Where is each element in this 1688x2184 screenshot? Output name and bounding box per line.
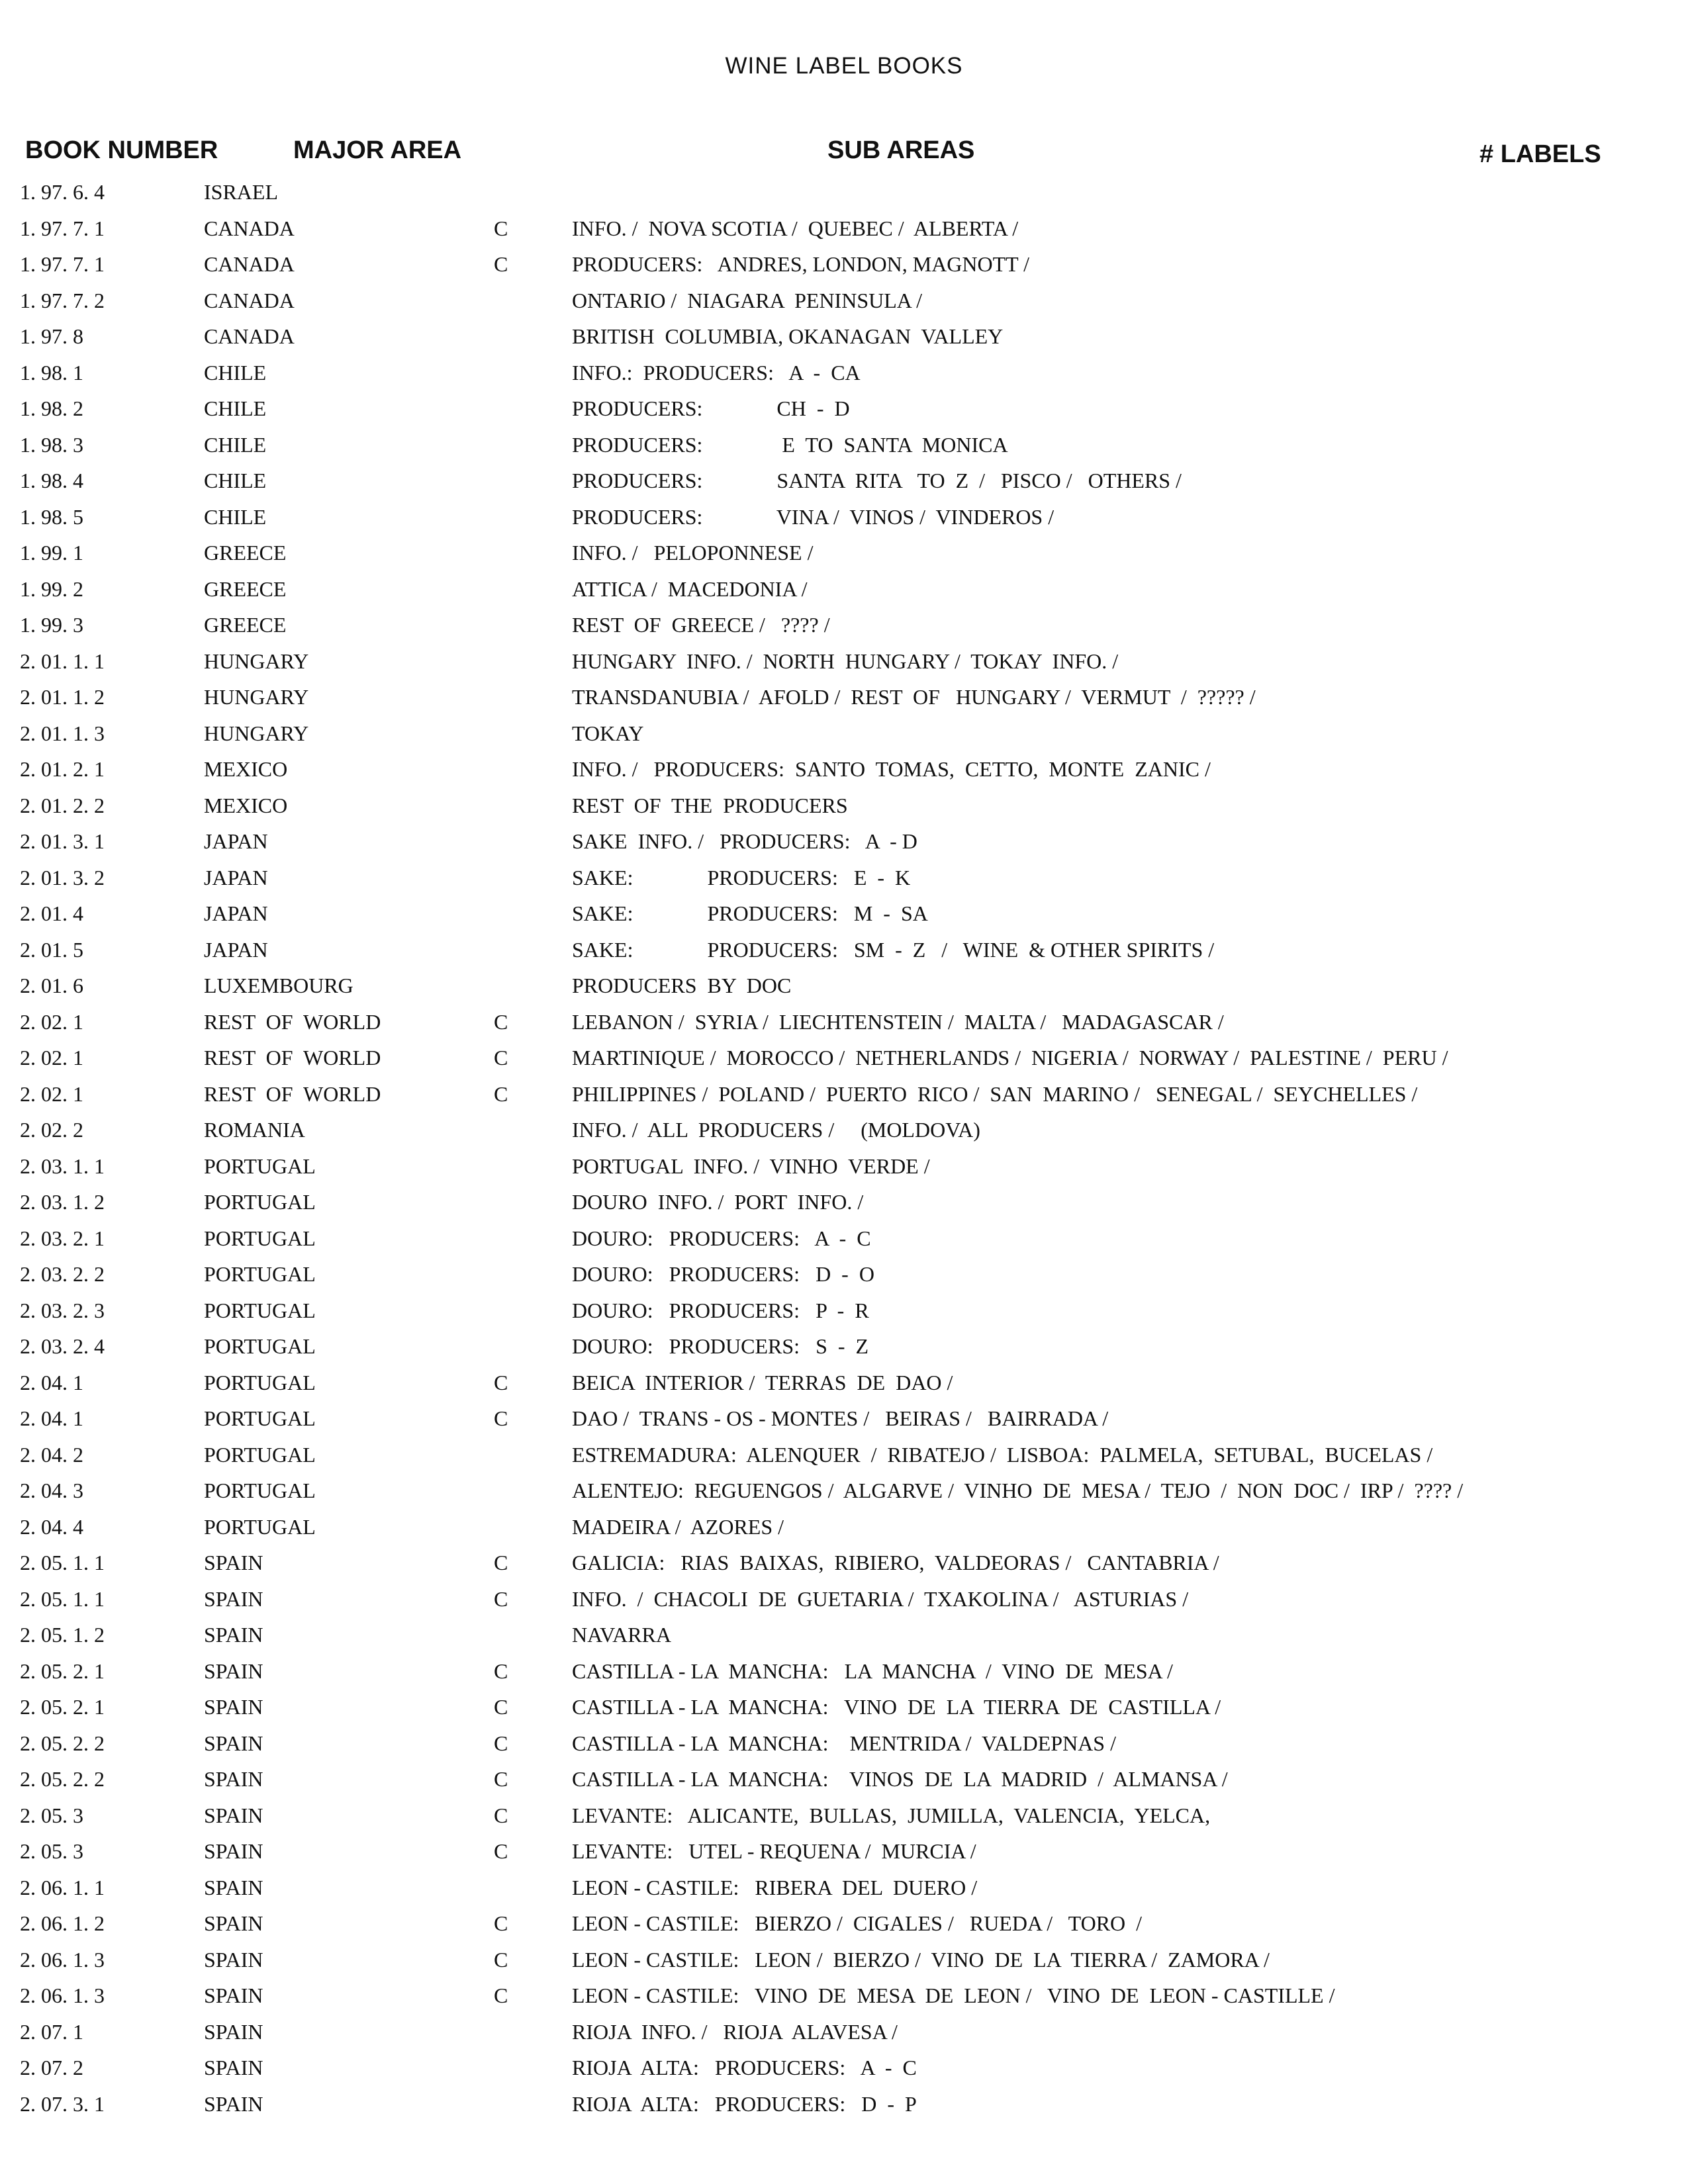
book-number-cell: 2. 02. 1	[20, 1082, 83, 1106]
table-row	[0, 756, 1622, 782]
major-area-cell: SPAIN	[204, 1876, 263, 1899]
c-flag-cell: C	[494, 1406, 508, 1430]
sub-areas-cell: DAO / TRANS - OS - MONTES / BEIRAS / BAIRRADA /	[572, 1406, 1109, 1430]
book-number-cell: 1. 98. 3	[20, 433, 83, 457]
table-row	[0, 2054, 1622, 2081]
major-area-cell: REST OF WORLD	[204, 1082, 381, 1106]
sub-areas-cell: PRODUCERS: SANTA RITA TO Z / PISCO / OTHERS /	[572, 469, 1182, 492]
major-area-cell: JAPAN	[204, 866, 268, 889]
book-number-cell: 2. 05. 2. 2	[20, 1767, 105, 1791]
sub-areas-cell: SAKE: PRODUCERS: M - SA	[572, 901, 928, 925]
c-flag-cell: C	[494, 1046, 508, 1069]
book-number-cell: 2. 03. 2. 4	[20, 1334, 105, 1358]
book-number-cell: 2. 01. 1. 2	[20, 685, 105, 709]
table-row	[0, 1838, 1622, 1864]
major-area-cell: SPAIN	[204, 1659, 263, 1683]
sub-areas-cell: RIOJA ALTA: PRODUCERS: A - C	[572, 2056, 917, 2079]
sub-areas-cell: LEVANTE: UTEL - REQUENA / MURCIA /	[572, 1839, 976, 1863]
table-row	[0, 720, 1622, 747]
major-area-cell: SPAIN	[204, 2056, 263, 2079]
book-number-cell: 2. 06. 1. 3	[20, 1948, 105, 1972]
book-number-cell: 2. 04. 3	[20, 1479, 83, 1502]
major-area-cell: HUNGARY	[204, 721, 309, 745]
book-number-cell: 2. 04. 1	[20, 1406, 83, 1430]
table-row	[0, 287, 1622, 314]
book-number-cell: 2. 01. 2. 2	[20, 794, 105, 817]
table-row	[0, 1586, 1622, 1612]
sub-areas-cell: ALENTEJO: REGUENGOS / ALGARVE / VINHO DE MESA / TEJO / NON DOC / IRP / ???? /	[572, 1479, 1464, 1502]
sub-areas-cell: PHILIPPINES / POLAND / PUERTO RICO / SAN MARINO / SENEGAL / SEYCHELLES /	[572, 1082, 1418, 1106]
sub-areas-cell: INFO.: PRODUCERS: A - CA	[572, 361, 861, 385]
c-flag-cell: C	[494, 1371, 508, 1394]
c-flag-cell: C	[494, 1010, 508, 1034]
sub-areas-cell: SAKE INFO. / PRODUCERS: A - D	[572, 829, 917, 853]
table-row	[0, 936, 1622, 963]
major-area-cell: SPAIN	[204, 1983, 263, 2007]
table-row	[0, 1044, 1622, 1071]
book-number-cell: 1. 98. 4	[20, 469, 83, 492]
sub-areas-cell: TOKAY	[572, 721, 644, 745]
sub-areas-cell: CASTILLA - LA MANCHA: LA MANCHA / VINO DE MESA /	[572, 1659, 1173, 1683]
major-area-cell: SPAIN	[204, 1587, 263, 1611]
major-area-cell: SPAIN	[204, 2092, 263, 2116]
sub-areas-cell: LEON - CASTILE: VINO DE MESA DE LEON / VINO DE LEON - CASTILLE /	[572, 1983, 1335, 2007]
sub-areas-cell: GALICIA: RIAS BAIXAS, RIBIERO, VALDEORAS / CANTABRIA /	[572, 1551, 1219, 1574]
table-row	[0, 864, 1622, 891]
table-row	[0, 1802, 1622, 1829]
major-area-cell: PORTUGAL	[204, 1262, 316, 1286]
table-row	[0, 1405, 1622, 1432]
sub-areas-cell: INFO. / PELOPONNESE /	[572, 541, 814, 565]
book-number-cell: 2. 03. 1. 1	[20, 1154, 105, 1178]
sub-areas-cell: DOURO INFO. / PORT INFO. /	[572, 1190, 864, 1214]
book-number-cell: 2. 01. 4	[20, 901, 83, 925]
major-area-cell: MEXICO	[204, 757, 288, 781]
major-area-cell: SPAIN	[204, 1948, 263, 1972]
c-flag-cell: C	[494, 216, 508, 240]
table-row	[0, 1910, 1622, 1936]
table-row	[0, 1153, 1622, 1179]
sub-areas-cell: LEON - CASTILE: LEON / BIERZO / VINO DE LA TIERRA / ZAMORA /	[572, 1948, 1270, 1972]
table-row	[0, 792, 1622, 819]
sub-areas-cell: CASTILLA - LA MANCHA: VINO DE LA TIERRA DE CASTILLA /	[572, 1695, 1221, 1719]
table-row	[0, 972, 1622, 999]
book-number-cell: 2. 01. 1. 1	[20, 649, 105, 673]
book-number-cell: 1. 98. 1	[20, 361, 83, 385]
major-area-cell: CHILE	[204, 396, 267, 420]
column-header-book-number: BOOK NUMBER	[25, 136, 218, 164]
major-area-cell: ROMANIA	[204, 1118, 305, 1142]
c-flag-cell: C	[494, 1695, 508, 1719]
major-area-cell: CHILE	[204, 361, 267, 385]
major-area-cell: SPAIN	[204, 1623, 263, 1647]
sub-areas-cell: TRANSDANUBIA / AFOLD / REST OF HUNGARY / VERMUT / ????? /	[572, 685, 1256, 709]
table-row	[0, 1621, 1622, 1648]
book-number-cell: 1. 97. 7. 1	[20, 216, 105, 240]
table-row	[0, 612, 1622, 638]
major-area-cell: HUNGARY	[204, 685, 309, 709]
column-header-sub-areas: SUB AREAS	[827, 136, 975, 164]
major-area-cell: SPAIN	[204, 1839, 263, 1863]
major-area-cell: CHILE	[204, 433, 267, 457]
major-area-cell: SPAIN	[204, 1551, 263, 1574]
table-row	[0, 1549, 1622, 1576]
sub-areas-cell: PORTUGAL INFO. / VINHO VERDE /	[572, 1154, 930, 1178]
sub-areas-cell: PRODUCERS: VINA / VINOS / VINDEROS /	[572, 505, 1055, 529]
major-area-cell: PORTUGAL	[204, 1334, 316, 1358]
table-row	[0, 900, 1622, 927]
c-flag-cell: C	[494, 252, 508, 276]
table-row	[0, 1441, 1622, 1468]
book-number-cell: 2. 03. 2. 2	[20, 1262, 105, 1286]
book-number-cell: 1. 99. 1	[20, 541, 83, 565]
major-area-cell: PORTUGAL	[204, 1190, 316, 1214]
major-area-cell: GREECE	[204, 541, 287, 565]
table-row	[0, 395, 1622, 422]
major-area-cell: MEXICO	[204, 794, 288, 817]
column-header-labels: # LABELS	[1479, 140, 1601, 168]
major-area-cell: PORTUGAL	[204, 1154, 316, 1178]
table-row	[0, 576, 1622, 602]
major-area-cell: SPAIN	[204, 1803, 263, 1827]
book-number-cell: 2. 01. 5	[20, 938, 83, 962]
major-area-cell: GREECE	[204, 577, 287, 601]
major-area-cell: SPAIN	[204, 1731, 263, 1755]
table-row	[0, 1946, 1622, 1973]
major-area-cell: PORTUGAL	[204, 1371, 316, 1394]
major-area-cell: SPAIN	[204, 1767, 263, 1791]
book-number-cell: 2. 03. 2. 1	[20, 1226, 105, 1250]
sub-areas-cell: NAVARRA	[572, 1623, 671, 1647]
sub-areas-cell: SAKE: PRODUCERS: E - K	[572, 866, 911, 889]
table-row	[0, 1730, 1622, 1756]
sub-areas-cell: MADEIRA / AZORES /	[572, 1515, 784, 1539]
table-row	[0, 251, 1622, 277]
book-number-cell: 1. 98. 5	[20, 505, 83, 529]
table-row	[0, 1081, 1622, 1107]
table-row	[0, 1333, 1622, 1359]
book-number-cell: 2. 03. 2. 3	[20, 1298, 105, 1322]
table-row	[0, 1874, 1622, 1901]
book-number-cell: 2. 02. 1	[20, 1046, 83, 1069]
sub-areas-cell: SAKE: PRODUCERS: SM - Z / WINE & OTHER SPIRITS /	[572, 938, 1215, 962]
table-row	[0, 1225, 1622, 1251]
table-row	[0, 1766, 1622, 1792]
sub-areas-cell: ONTARIO / NIAGARA PENINSULA /	[572, 289, 922, 312]
sub-areas-cell: HUNGARY INFO. / NORTH HUNGARY / TOKAY INFO. /	[572, 649, 1119, 673]
major-area-cell: CHILE	[204, 505, 267, 529]
sub-areas-cell: CASTILLA - LA MANCHA: MENTRIDA / VALDEPNAS /	[572, 1731, 1116, 1755]
major-area-cell: PORTUGAL	[204, 1443, 316, 1467]
book-number-cell: 1. 97. 7. 2	[20, 289, 105, 312]
c-flag-cell: C	[494, 1587, 508, 1611]
book-number-cell: 2. 03. 1. 2	[20, 1190, 105, 1214]
sub-areas-cell: PRODUCERS BY DOC	[572, 974, 792, 997]
table-row	[0, 828, 1622, 854]
sub-areas-cell: RIOJA INFO. / RIOJA ALAVESA /	[572, 2020, 898, 2044]
table-row	[0, 684, 1622, 710]
major-area-cell: SPAIN	[204, 2020, 263, 2044]
table-row	[0, 1658, 1622, 1684]
sub-areas-cell: ESTREMADURA: ALENQUER / RIBATEJO / LISBOA: PALMELA, SETUBAL, BUCELAS /	[572, 1443, 1433, 1467]
sub-areas-cell: DOURO: PRODUCERS: A - C	[572, 1226, 871, 1250]
page-title: WINE LABEL BOOKS	[725, 53, 963, 79]
table-row	[0, 1009, 1622, 1035]
major-area-cell: PORTUGAL	[204, 1515, 316, 1539]
c-flag-cell: C	[494, 1551, 508, 1574]
major-area-cell: CHILE	[204, 469, 267, 492]
book-number-cell: 2. 07. 3. 1	[20, 2092, 105, 2116]
sub-areas-cell: INFO. / PRODUCERS: SANTO TOMAS, CETTO, MONTE ZANIC /	[572, 757, 1211, 781]
sub-areas-cell: BRITISH COLUMBIA, OKANAGAN VALLEY	[572, 324, 1004, 348]
table-row	[0, 1694, 1622, 1720]
table-row	[0, 1297, 1622, 1324]
sub-areas-cell: REST OF THE PRODUCERS	[572, 794, 848, 817]
sub-areas-cell: INFO. / ALL PRODUCERS / (MOLDOVA)	[572, 1118, 980, 1142]
book-number-cell: 2. 05. 2. 1	[20, 1695, 105, 1719]
sub-areas-cell: ATTICA / MACEDONIA /	[572, 577, 808, 601]
c-flag-cell: C	[494, 1839, 508, 1863]
major-area-cell: ISRAEL	[204, 180, 278, 204]
book-number-cell: 2. 01. 6	[20, 974, 83, 997]
major-area-cell: SPAIN	[204, 1911, 263, 1935]
sub-areas-cell: BEICA INTERIOR / TERRAS DE DAO /	[572, 1371, 953, 1394]
c-flag-cell: C	[494, 1983, 508, 2007]
major-area-cell: CANADA	[204, 324, 295, 348]
major-area-cell: CANADA	[204, 289, 295, 312]
major-area-cell: HUNGARY	[204, 649, 309, 673]
table-row	[0, 648, 1622, 674]
table-row	[0, 179, 1622, 205]
table-row	[0, 1514, 1622, 1540]
book-number-cell: 2. 07. 2	[20, 2056, 83, 2079]
book-number-cell: 2. 04. 1	[20, 1371, 83, 1394]
sub-areas-cell: RIOJA ALTA: PRODUCERS: D - P	[572, 2092, 917, 2116]
c-flag-cell: C	[494, 1082, 508, 1106]
c-flag-cell: C	[494, 1911, 508, 1935]
book-number-cell: 1. 97. 7. 1	[20, 252, 105, 276]
book-number-cell: 1. 98. 2	[20, 396, 83, 420]
book-number-cell: 2. 05. 2. 1	[20, 1659, 105, 1683]
major-area-cell: CANADA	[204, 216, 295, 240]
book-number-cell: 1. 97. 6. 4	[20, 180, 105, 204]
book-number-cell: 2. 05. 1. 2	[20, 1623, 105, 1647]
book-number-cell: 2. 05. 3	[20, 1839, 83, 1863]
table-row	[0, 215, 1622, 242]
sub-areas-cell: LEBANON / SYRIA / LIECHTENSTEIN / MALTA / MADAGASCAR /	[572, 1010, 1224, 1034]
table-row	[0, 323, 1622, 349]
major-area-cell: PORTUGAL	[204, 1226, 316, 1250]
book-number-cell: 2. 01. 1. 3	[20, 721, 105, 745]
sub-areas-cell: REST OF GREECE / ???? /	[572, 613, 830, 637]
book-number-cell: 2. 01. 3. 1	[20, 829, 105, 853]
book-number-cell: 1. 99. 3	[20, 613, 83, 637]
table-row	[0, 1477, 1622, 1504]
sub-areas-cell: DOURO: PRODUCERS: D - O	[572, 1262, 874, 1286]
book-number-cell: 1. 99. 2	[20, 577, 83, 601]
sub-areas-cell: LEVANTE: ALICANTE, BULLAS, JUMILLA, VALENCIA, YELCA,	[572, 1803, 1211, 1827]
sub-areas-cell: PRODUCERS: CH - D	[572, 396, 850, 420]
table-row	[0, 467, 1622, 494]
sub-areas-cell: DOURO: PRODUCERS: P - R	[572, 1298, 869, 1322]
table-row	[0, 504, 1622, 530]
sub-areas-cell: CASTILLA - LA MANCHA: VINOS DE LA MADRID / ALMANSA /	[572, 1767, 1228, 1791]
book-number-cell: 2. 04. 4	[20, 1515, 83, 1539]
book-number-cell: 2. 05. 3	[20, 1803, 83, 1827]
major-area-cell: JAPAN	[204, 901, 268, 925]
table-row	[0, 1369, 1622, 1396]
major-area-cell: REST OF WORLD	[204, 1046, 381, 1069]
major-area-cell: PORTUGAL	[204, 1479, 316, 1502]
major-area-cell: REST OF WORLD	[204, 1010, 381, 1034]
table-row	[0, 2019, 1622, 2045]
book-number-cell: 2. 07. 1	[20, 2020, 83, 2044]
sub-areas-cell: INFO. / NOVA SCOTIA / QUEBEC / ALBERTA /	[572, 216, 1019, 240]
book-number-cell: 2. 01. 2. 1	[20, 757, 105, 781]
sub-areas-cell: INFO. / CHACOLI DE GUETARIA / TXAKOLINA / ASTURIAS /	[572, 1587, 1189, 1611]
major-area-cell: JAPAN	[204, 938, 268, 962]
sub-areas-cell: LEON - CASTILE: RIBERA DEL DUERO /	[572, 1876, 978, 1899]
table-row	[0, 2091, 1622, 2117]
sub-areas-cell: MARTINIQUE / MOROCCO / NETHERLANDS / NIGERIA / NORWAY / PALESTINE / PERU /	[572, 1046, 1448, 1069]
major-area-cell: GREECE	[204, 613, 287, 637]
book-number-cell: 2. 06. 1. 1	[20, 1876, 105, 1899]
book-number-cell: 2. 01. 3. 2	[20, 866, 105, 889]
major-area-cell: PORTUGAL	[204, 1298, 316, 1322]
c-flag-cell: C	[494, 1803, 508, 1827]
major-area-cell: LUXEMBOURG	[204, 974, 353, 997]
table-row	[0, 1116, 1622, 1143]
table-row	[0, 1261, 1622, 1287]
book-number-cell: 2. 06. 1. 2	[20, 1911, 105, 1935]
book-number-cell: 2. 02. 2	[20, 1118, 83, 1142]
sub-areas-cell: LEON - CASTILE: BIERZO / CIGALES / RUEDA / TORO /	[572, 1911, 1143, 1935]
major-area-cell: CANADA	[204, 252, 295, 276]
book-number-cell: 2. 05. 1. 1	[20, 1551, 105, 1574]
book-number-cell: 2. 06. 1. 3	[20, 1983, 105, 2007]
table-row	[0, 539, 1622, 566]
book-number-cell: 2. 05. 2. 2	[20, 1731, 105, 1755]
sub-areas-cell: DOURO: PRODUCERS: S - Z	[572, 1334, 869, 1358]
book-number-cell: 2. 04. 2	[20, 1443, 83, 1467]
major-area-cell: PORTUGAL	[204, 1406, 316, 1430]
book-number-cell: 2. 02. 1	[20, 1010, 83, 1034]
column-header-major-area: MAJOR AREA	[293, 136, 462, 164]
table-row	[0, 432, 1622, 458]
c-flag-cell: C	[494, 1659, 508, 1683]
major-area-cell: JAPAN	[204, 829, 268, 853]
c-flag-cell: C	[494, 1948, 508, 1972]
table-row	[0, 1982, 1622, 2009]
sub-areas-cell: PRODUCERS: ANDRES, LONDON, MAGNOTT /	[572, 252, 1030, 276]
table-row	[0, 359, 1622, 386]
major-area-cell: SPAIN	[204, 1695, 263, 1719]
book-number-cell: 1. 97. 8	[20, 324, 83, 348]
book-number-cell: 2. 05. 1. 1	[20, 1587, 105, 1611]
c-flag-cell: C	[494, 1767, 508, 1791]
c-flag-cell: C	[494, 1731, 508, 1755]
table-row	[0, 1189, 1622, 1215]
sub-areas-cell: PRODUCERS: E TO SANTA MONICA	[572, 433, 1008, 457]
